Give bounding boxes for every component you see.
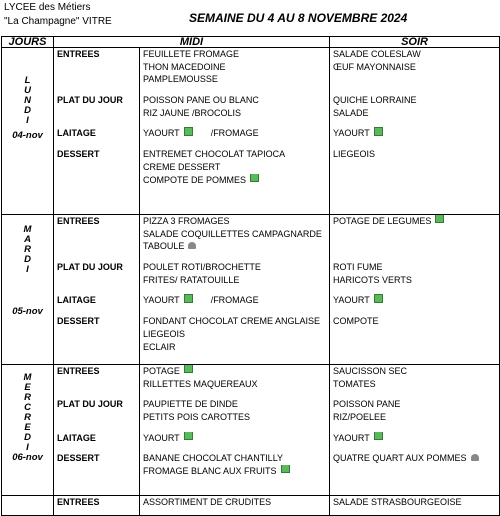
menu-item: ENTREMET CHOCOLAT TAPIOCA [143, 149, 286, 160]
menu-item: SALADE COQUILLETTES CAMPAGNARDE [143, 228, 322, 239]
menu-item [140, 174, 329, 187]
header-soir: SOIR [330, 37, 500, 48]
category-laitage: LAITAGE [57, 128, 96, 139]
menu-item [330, 294, 499, 307]
day-letter: D [24, 432, 31, 443]
category-laitage: LAITAGE [57, 295, 96, 306]
menu-item-text: TABOULE [143, 241, 185, 252]
menu-item-text: YAOURT [143, 432, 180, 443]
menu-item: BANANE CHOCOLAT CHANTILLY [143, 453, 284, 464]
midi-lundi [140, 48, 330, 215]
menu-item: PIZZA 3 FROMAGES [143, 216, 230, 226]
menu-item: POULET ROTI/BROCHETTE [143, 262, 261, 273]
menu-item-text: YAOURT [143, 128, 180, 139]
menu-item: COMPOTE [333, 316, 379, 327]
category-laitage: LAITAGE [57, 432, 96, 443]
chef-hat-icon [188, 242, 196, 249]
chef-hat-icon [471, 454, 479, 461]
midi-jeudi [140, 496, 330, 516]
day-cell-jeudi [2, 496, 54, 516]
organic-leaf-icon [281, 465, 290, 473]
midi-mardi [140, 215, 330, 365]
menu-title: SEMAINE DU 4 AU 8 NOVEMBRE 2024 [189, 11, 408, 25]
day-letter: E [24, 382, 31, 393]
menu-item-text: FROMAGE BLANC AUX FRUITS [143, 466, 277, 477]
menu-item [140, 294, 329, 307]
category-plat: PLAT DU JOUR [57, 262, 123, 273]
menu-item [140, 465, 329, 478]
organic-leaf-icon [184, 365, 193, 373]
day-letter: I [26, 264, 29, 275]
midi-mercredi [140, 365, 330, 496]
category-dessert: DESSERT [57, 149, 100, 160]
menu-item: SALADE COLESLAW [333, 49, 421, 59]
organic-leaf-icon [184, 432, 193, 440]
day-date: 06-nov [12, 452, 43, 463]
categories-mardi [54, 215, 140, 365]
menu-table [1, 36, 500, 516]
menu-item-text: COMPOTE DE POMMES [143, 174, 247, 185]
day-letter: D [24, 254, 31, 265]
day-row-mercredi [2, 365, 500, 496]
day-letter: M [23, 224, 32, 235]
menu-item: ROTI FUME [333, 262, 383, 273]
menu-item: THON MACEDOINE [143, 61, 226, 72]
menu-item-text: POTAGE [143, 366, 180, 376]
category-entrees: ENTREES [57, 49, 100, 59]
category-entrees: ENTREES [57, 216, 100, 226]
menu-item: RIZ JAUNE /BROCOLIS [143, 107, 242, 118]
category-plat: PLAT DU JOUR [57, 95, 123, 106]
menu-item: FONDANT CHOCOLAT CREME ANGLAISE [143, 316, 321, 327]
categories-jeudi [54, 496, 140, 516]
day-letter: I [26, 442, 29, 453]
organic-leaf-icon [374, 432, 383, 440]
day-row-lundi [2, 48, 500, 215]
menu-item: PETITS POIS CAROTTES [143, 412, 251, 423]
menu-item-text: YAOURT [333, 128, 370, 139]
menu-item: TOMATES [333, 378, 376, 389]
day-cell-mardi [2, 215, 54, 365]
menu-item: LIEGEOIS [333, 149, 376, 160]
organic-leaf-icon [184, 127, 193, 135]
menu-item [330, 452, 499, 465]
menu-item: POISSON PANE OU BLANC [143, 95, 259, 106]
menu-item: SAUCISSON SEC [333, 366, 408, 376]
category-entrees: ENTREES [57, 497, 100, 507]
day-cell-mercredi [2, 365, 54, 496]
organic-leaf-icon [374, 127, 383, 135]
categories-lundi [54, 48, 140, 215]
day-letter: A [24, 234, 31, 245]
day-letter: E [24, 422, 31, 433]
day-date: 04-nov [12, 130, 43, 141]
day-letter: D [24, 105, 31, 116]
menu-item [140, 432, 329, 445]
school-location: "La Champagne" VITRE [4, 16, 112, 27]
day-row-jeudi [2, 496, 500, 516]
soir-lundi [330, 48, 500, 215]
menu-item [330, 215, 499, 228]
menu-item: HARICOTS VERTS [333, 274, 412, 285]
menu-item: ECLAIR [143, 341, 176, 352]
day-letter: U [24, 85, 31, 96]
organic-leaf-icon [250, 174, 259, 182]
menu-item: ŒUF MAYONNAISE [333, 61, 416, 72]
day-letter: N [24, 95, 31, 106]
organic-leaf-icon [184, 294, 193, 302]
organic-leaf-icon [374, 294, 383, 302]
category-dessert: DESSERT [57, 453, 100, 464]
day-row-mardi [2, 215, 500, 365]
day-date: 05-nov [12, 306, 43, 317]
menu-item [140, 365, 329, 378]
menu-item-text: QUATRE QUART AUX POMMES [333, 453, 467, 464]
menu-item: FEUILLETE FROMAGE [143, 49, 240, 59]
category-dessert: DESSERT [57, 316, 100, 327]
menu-item: PAUPIETTE DE DINDE [143, 399, 238, 410]
menu-item-text: YAOURT [143, 295, 180, 306]
menu-item [330, 127, 499, 140]
menu-item-text: /FROMAGE [210, 295, 259, 306]
menu-item: ASSORTIMENT DE CRUDITES [143, 497, 272, 507]
day-cell-lundi [2, 48, 54, 215]
soir-mercredi [330, 365, 500, 496]
category-entrees: ENTREES [57, 366, 100, 376]
menu-item-text: POTAGE DE LEGUMES [333, 216, 432, 226]
day-letter: C [24, 402, 31, 413]
soir-mardi [330, 215, 500, 365]
menu-item: CREME DESSERT [143, 161, 221, 172]
category-plat: PLAT DU JOUR [57, 399, 123, 410]
day-letter: L [24, 75, 31, 86]
menu-item: RILLETTES MAQUEREAUX [143, 378, 258, 389]
menu-item: RIZ/POELEE [333, 412, 387, 423]
menu-item: QUICHE LORRAINE [333, 95, 417, 106]
header-midi: MIDI [54, 37, 330, 48]
school-name: LYCEE des Métiers [4, 2, 91, 13]
categories-mercredi [54, 365, 140, 496]
menu-item-text: YAOURT [333, 295, 370, 306]
menu-item [330, 432, 499, 445]
menu-item [140, 240, 329, 253]
menu-item: SALADE STRASBOURGEOISE [333, 497, 462, 507]
header-jours: JOURS [2, 37, 54, 48]
menu-item: FRITES/ RATATOUILLE [143, 274, 240, 285]
day-letter: R [24, 392, 31, 403]
menu-item-text: YAOURT [333, 432, 370, 443]
menu-item: POISSON PANE [333, 399, 401, 410]
menu-item: SALADE [333, 107, 369, 118]
soir-jeudi [330, 496, 500, 516]
menu-item: PAMPLEMOUSSE [143, 74, 218, 85]
day-letter: M [23, 372, 32, 383]
menu-item [140, 127, 329, 140]
header-row [2, 37, 500, 48]
day-letter: I [26, 115, 29, 126]
organic-leaf-icon [435, 215, 444, 223]
menu-item-text: /FROMAGE [210, 128, 259, 139]
day-letter: R [24, 412, 31, 423]
menu-item: LIEGEOIS [143, 328, 186, 339]
day-letter: R [24, 244, 31, 255]
